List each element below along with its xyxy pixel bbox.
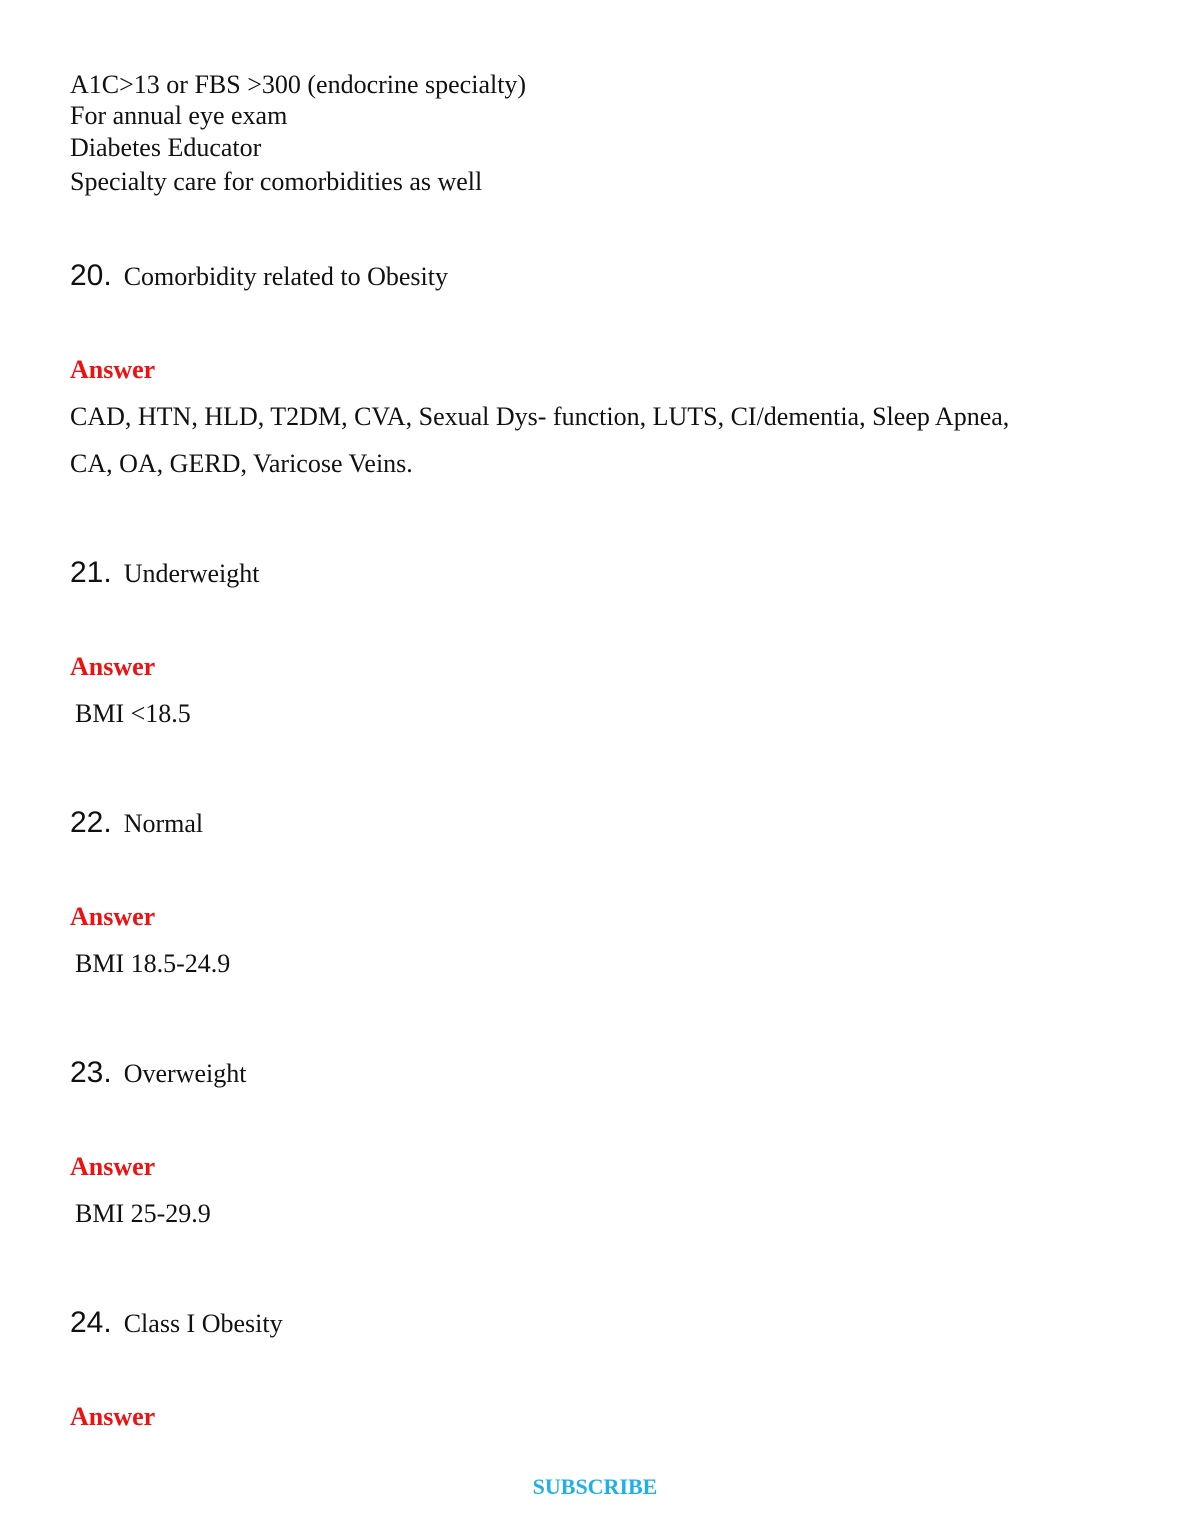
question-22 — [70, 806, 203, 845]
answer-label: Answer — [70, 1402, 156, 1431]
question-21 — [70, 556, 259, 595]
question-text: Normal — [123, 809, 204, 838]
question-23 — [70, 1056, 246, 1095]
question-text: Class I Obesity — [123, 1309, 283, 1338]
answer-label: Answer — [70, 902, 156, 931]
subscribe-link[interactable]: SUBSCRIBE — [532, 1474, 658, 1499]
answer-text-line-1: BMI <18.5 — [75, 699, 191, 728]
question-number: 22. — [70, 806, 112, 839]
answer-label: Answer — [70, 652, 156, 681]
answer-label: Answer — [70, 1152, 156, 1181]
question-number: 20. — [70, 259, 112, 292]
question-number: 23. — [70, 1056, 112, 1089]
intro-line-3: Diabetes Educator — [70, 133, 262, 162]
question-20 — [70, 259, 448, 298]
answer-label: Answer — [70, 355, 156, 384]
intro-line-2: For annual eye exam — [70, 101, 288, 130]
question-text: Overweight — [123, 1059, 247, 1088]
question-number: 21. — [70, 556, 112, 589]
question-24 — [70, 1306, 283, 1345]
question-text: Underweight — [123, 559, 260, 588]
answer-text-line-1: CAD, HTN, HLD, T2DM, CVA, Sexual Dys- function, LUTS, CI/dementia, Sleep Apnea, — [70, 402, 1010, 431]
question-text: Comorbidity related to Obesity — [123, 262, 448, 291]
question-number: 24. — [70, 1306, 112, 1339]
intro-line-1: A1C>13 or FBS >300 (endocrine specialty) — [70, 70, 527, 99]
intro-line-4: Specialty care for comorbidities as well — [70, 167, 483, 196]
answer-text-line-1: BMI 25-29.9 — [75, 1199, 211, 1228]
answer-text-line-1: BMI 18.5-24.9 — [75, 949, 231, 978]
answer-text-line-2: CA, OA, GERD, Varicose Veins. — [70, 449, 413, 478]
